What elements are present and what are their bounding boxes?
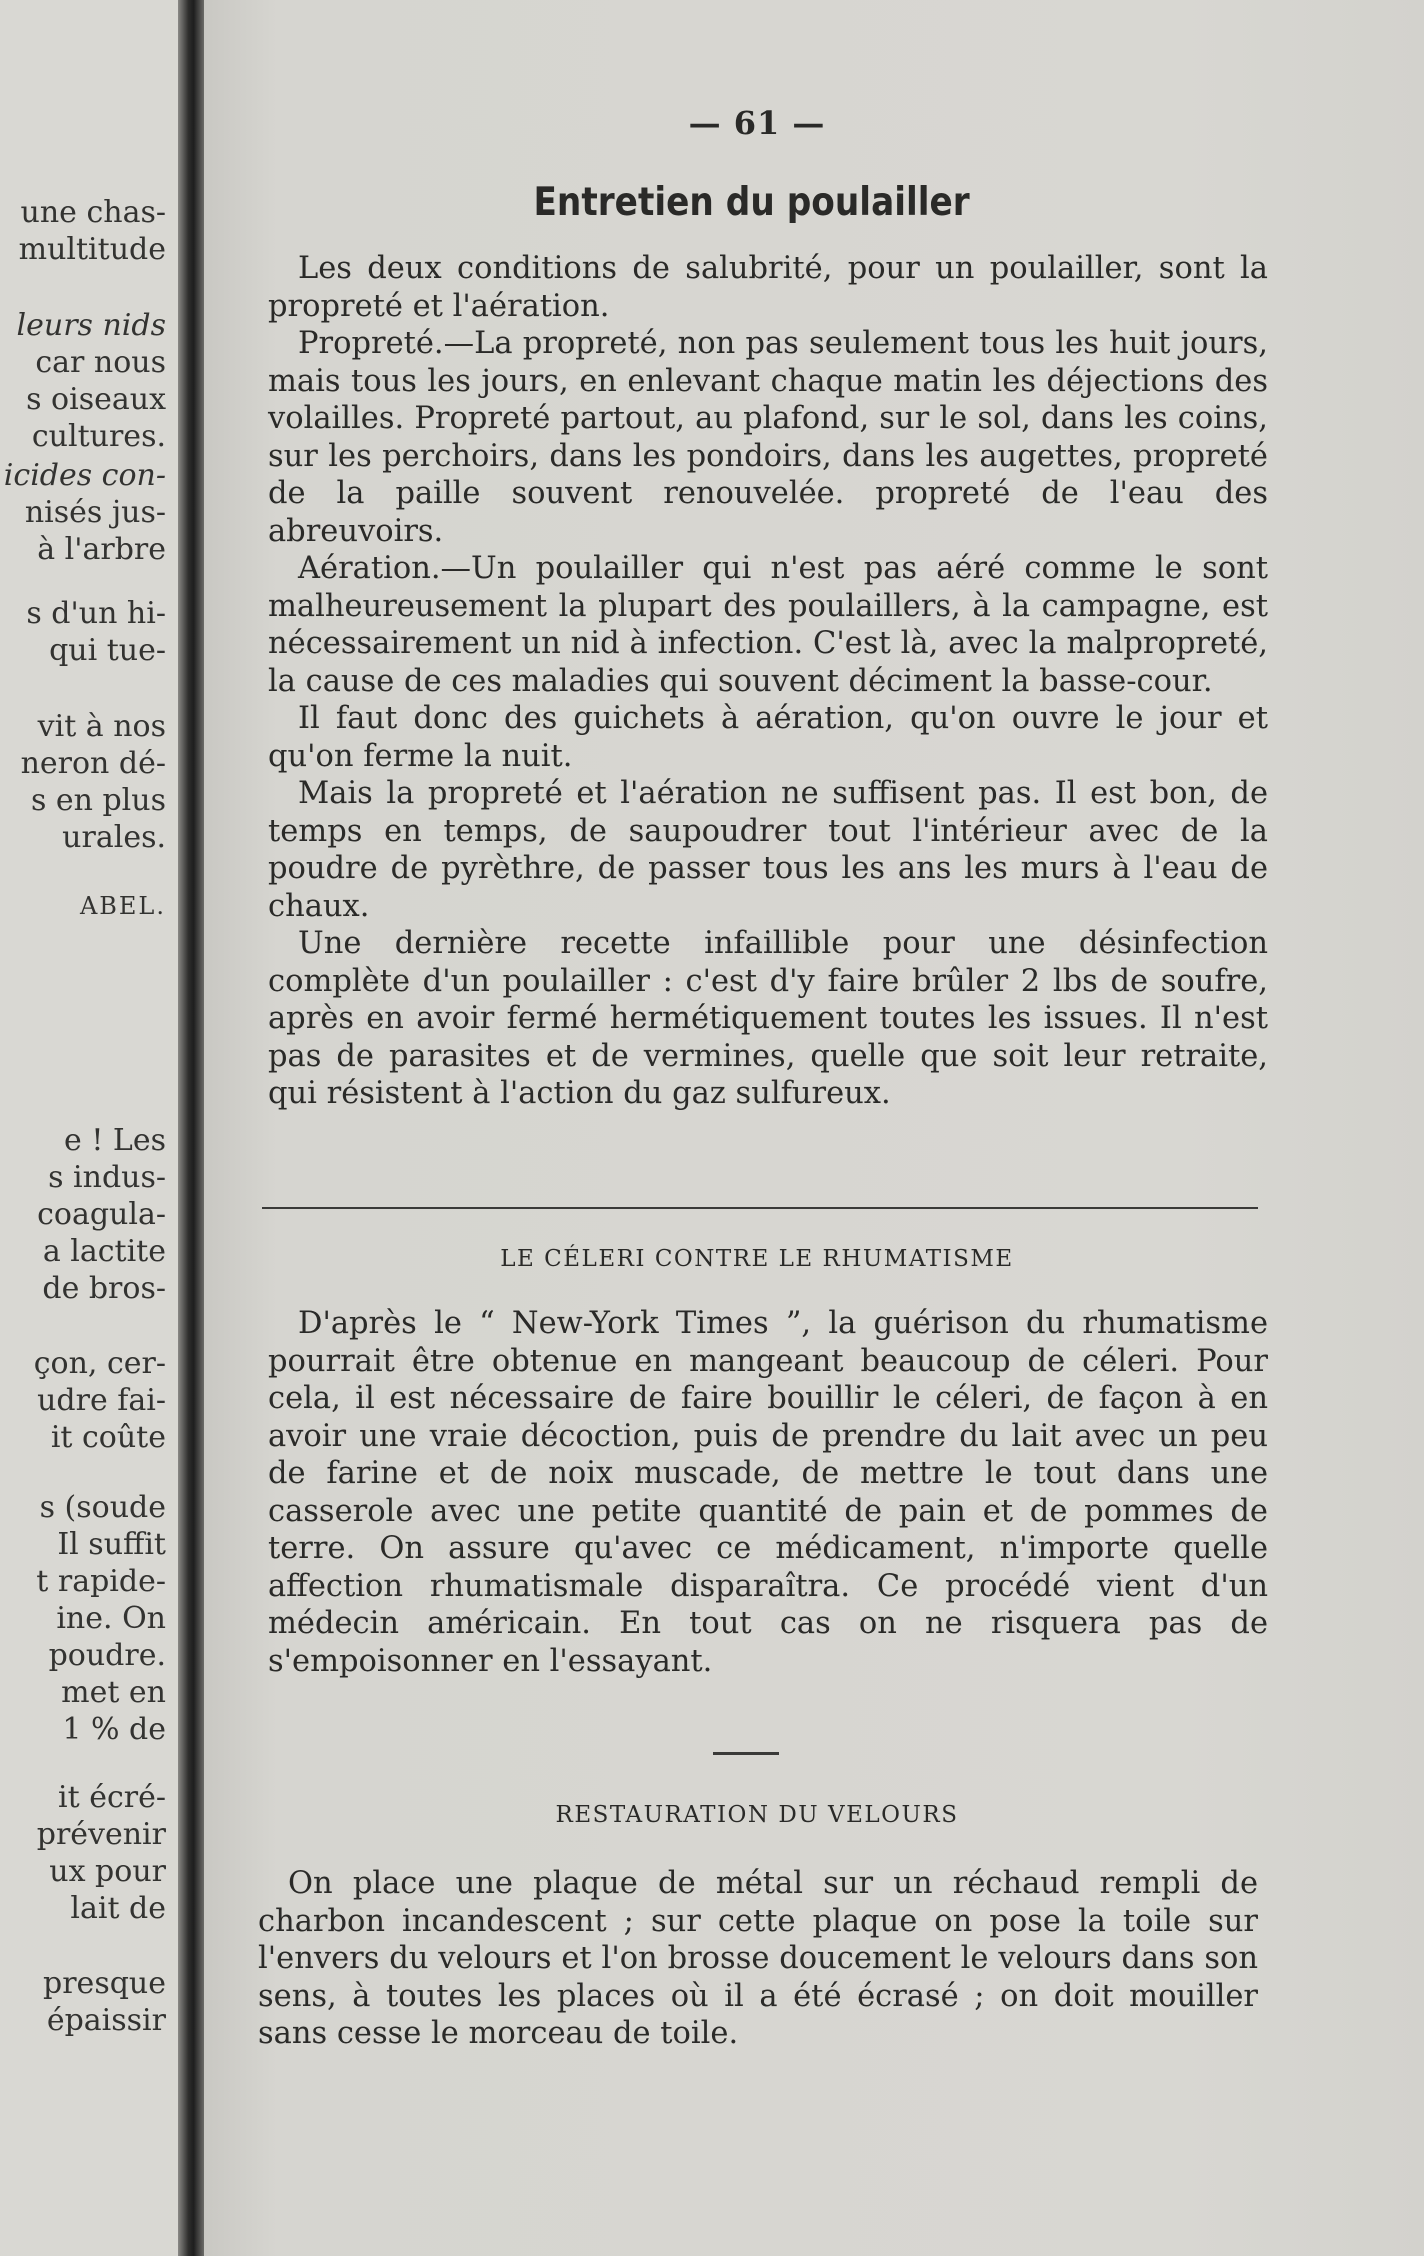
left-page-fragment: car nous (35, 345, 166, 380)
section-heading: LE CÉLERI CONTRE LE RHUMATISME (500, 1246, 1014, 1272)
page-title: Entretien du poulailler (533, 180, 970, 225)
left-page-fragment: s (soude (39, 1490, 166, 1525)
left-page-fragment: s indus- (48, 1160, 166, 1195)
left-page-fragment: à l'arbre (37, 532, 166, 567)
left-page-fragment: poudre. (48, 1638, 166, 1673)
left-page-fragment: çon, cer- (33, 1346, 166, 1381)
left-page-fragment: ine. On (56, 1601, 166, 1636)
left-page-fragment: met en (61, 1675, 166, 1710)
left-page-fragment: cultures. (31, 419, 166, 454)
left-page-fragment: udre fai- (37, 1383, 166, 1418)
left-page-fragment: qui tue- (49, 633, 166, 668)
left-page-fragment: prévenir (36, 1817, 166, 1852)
left-page-fragment: presque (43, 1966, 166, 2001)
paragraph: On place une plaque de métal sur un réchaud rempli de charbon incandescent ; sur cette plaque on pose la toile sur l'envers du velours et l'on brosse doucement le velours dans son sens, à toutes les places où il a été écrasé ; on doit mouiller sans cesse le morceau de toile. (258, 1866, 1258, 2051)
left-page-fragment: s en plus (30, 783, 166, 818)
paragraph: Une dernière recette infaillible pour une désinfection complète d'un poulailler : c'est d'y faire brûler 2 lbs de soufre, après en avoir fermé hermétiquement toutes les issues. Il n'est pas de parasites et de vermines, quelle que soit leur retraite, qui résistent à l'action du gaz sulfureux. (268, 926, 1268, 1111)
left-page-fragment: ABEL. (79, 892, 166, 920)
previous-page-margin (0, 0, 192, 2256)
article-poulailler (268, 250, 1268, 1113)
left-page-fragment: une chas- (20, 195, 166, 230)
left-page-fragment: ux pour (49, 1854, 166, 1889)
left-page-fragment: it écré- (58, 1780, 166, 1815)
left-page-fragment: icides con- (3, 458, 166, 493)
left-page-fragment: Il suffit (57, 1527, 166, 1562)
left-page-fragment: t rapide- (36, 1564, 166, 1599)
left-page-fragment: s d'un hi- (26, 596, 166, 631)
left-page-fragment: de bros- (42, 1271, 166, 1306)
page-number: — 61 — (688, 104, 826, 142)
left-page-fragment: e ! Les (64, 1123, 166, 1158)
left-page-fragment: neron dé- (20, 746, 166, 781)
left-page-fragment: leurs nids (16, 308, 166, 343)
left-page-fragment: s oiseaux (26, 382, 166, 417)
left-page-fragment: 1 % de (62, 1712, 166, 1747)
article-celeri (268, 1305, 1268, 1680)
left-page-fragment: vit à nos (37, 709, 166, 744)
book-gutter (178, 0, 204, 2256)
section-divider-short (713, 1752, 779, 1755)
left-page-fragment: nisés jus- (24, 495, 166, 530)
paragraph: Mais la propreté et l'aération ne suffisent pas. Il est bon, de temps en temps, de saupoudrer tout l'intérieur avec de la poudre de pyrèthre, de passer tous les ans les murs à l'eau de chaux. (268, 776, 1268, 924)
left-page-fragment: urales. (62, 820, 166, 855)
paragraph: Propreté.—La propreté, non pas seulement tous les huit jours, mais tous les jours, en enlevant chaque matin les déjections des volailles. Propreté partout, au plafond, sur le sol, dans les coins, sur les perchoirs, dans les pondoirs, dans les augettes, propreté de la paille souvent renouvelée. propreté de l'eau des abreuvoirs. (268, 326, 1268, 549)
section-divider (262, 1207, 1258, 1209)
paragraph: D'après le “ New-York Times ”, la guérison du rhumatisme pourrait être obtenue en mangeant beaucoup de céleri. Pour cela, il est nécessaire de faire bouillir le céleri, de façon à en avoir une vraie décoction, puis de prendre du lait avec un peu de farine et de noix muscade, de mettre le tout dans une casserole avec une petite quantité de pain et de pommes de terre. On assure qu'avec ce médicament, n'importe quelle affection rhumatismale disparaîtra. Ce procédé vient d'un médecin américain. En tout cas on ne risquera pas de s'empoisonner en l'essayant. (268, 1306, 1268, 1679)
left-page-fragment: lait de (70, 1891, 166, 1926)
left-page-fragment: multitude (18, 232, 166, 267)
section-heading: RESTAURATION DU VELOURS (555, 1802, 959, 1828)
article-velours (258, 1865, 1258, 2053)
paragraph: Aération.—Un poulailler qui n'est pas aéré comme le sont malheureusement la plupart des poulaillers, à la campagne, est nécessairement un nid à infection. C'est là, avec la malpropreté, la cause de ces maladies qui souvent déciment la basse-cour. (268, 551, 1268, 699)
left-page-fragment: it coûte (50, 1420, 166, 1455)
left-page-fragment: a lactite (42, 1234, 166, 1269)
paragraph: Il faut donc des guichets à aération, qu'on ouvre le jour et qu'on ferme la nuit. (268, 701, 1268, 774)
left-page-fragment: épaissir (46, 2003, 166, 2038)
paragraph: Les deux conditions de salubrité, pour un poulailler, sont la propreté et l'aération. (268, 251, 1268, 324)
left-page-fragment: coagula- (37, 1197, 166, 1232)
